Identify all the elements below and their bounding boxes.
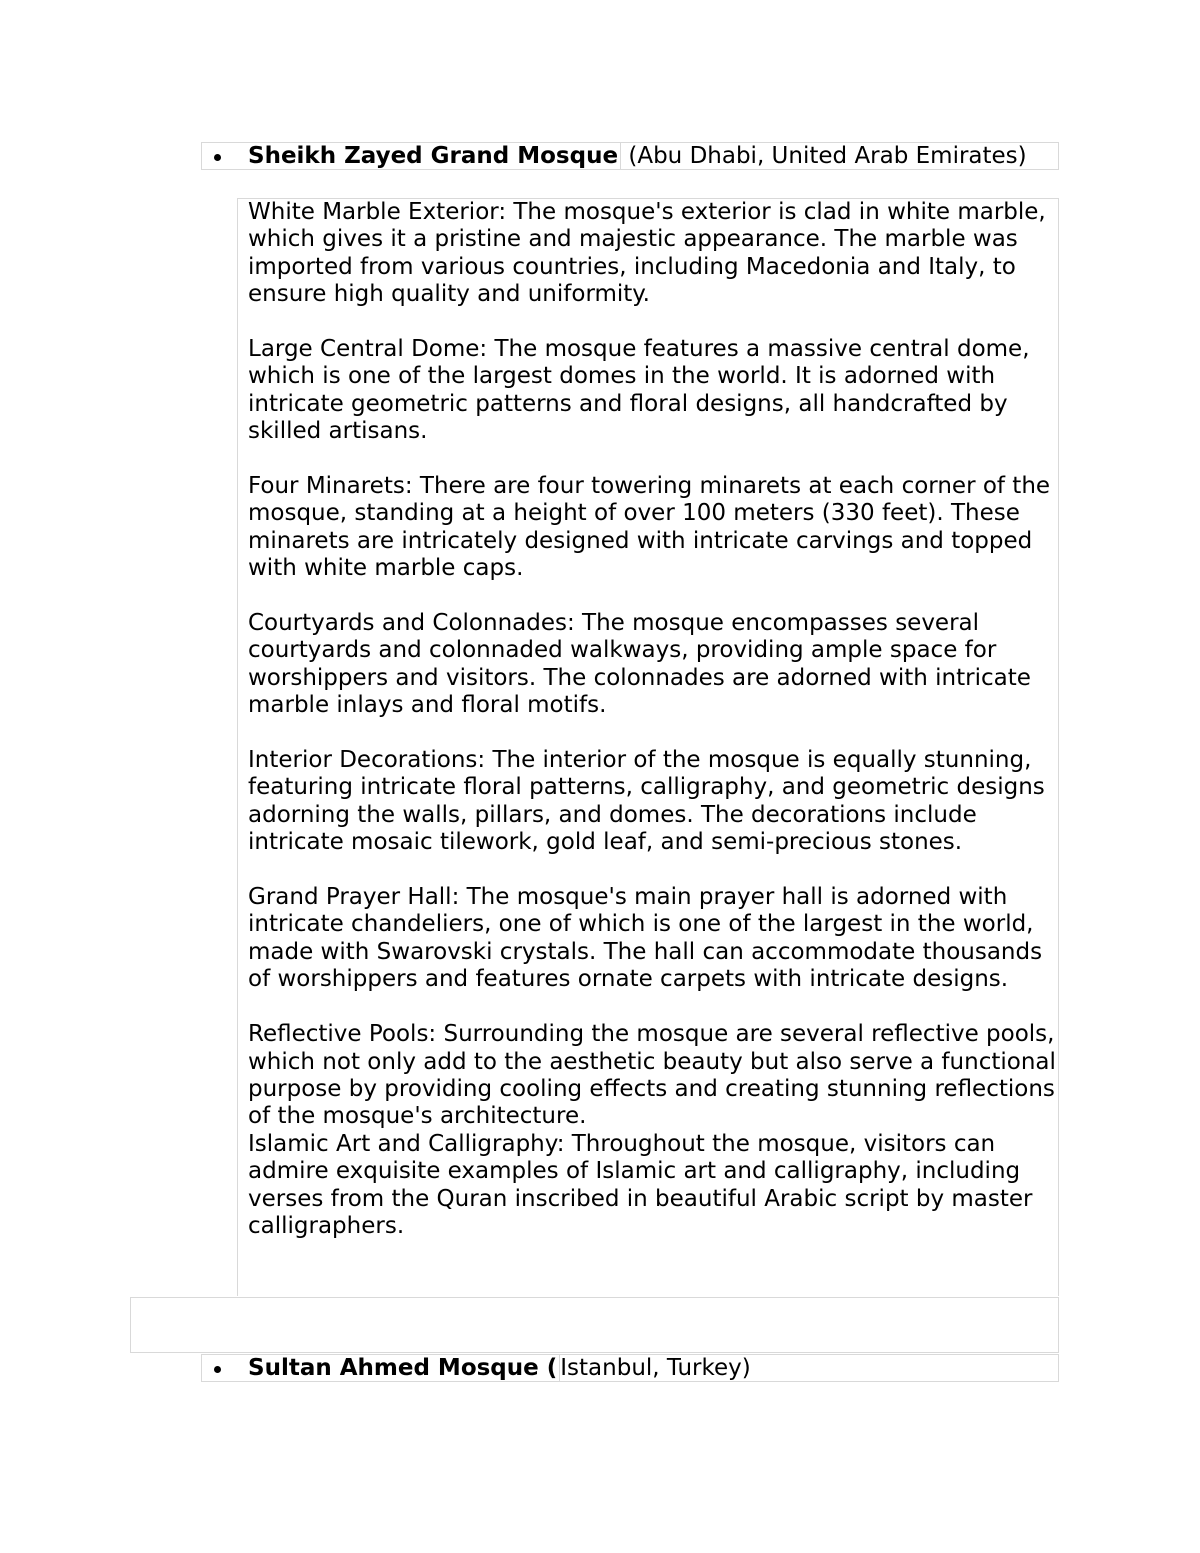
paragraph-central-dome: Large Central Dome: The mosque features a massive central dome, which is one of the largest domes in the world. It is adorned with intricate geometric patterns and floral designs, all handcrafted by skilled artisans. — [248, 336, 1030, 445]
description-text — [248, 199, 1058, 1240]
list-item-sheikh-zayed — [201, 142, 1059, 170]
bullet-icon — [214, 154, 221, 161]
list-item-title — [248, 143, 1027, 170]
bullet-icon — [214, 1366, 221, 1373]
list-item-sultan-ahmed — [201, 1354, 1059, 1382]
mosque-location: Istanbul, Turkey) — [560, 1355, 751, 1381]
mosque-location: (Abu Dhabi, United Arab Emirates) — [621, 143, 1027, 169]
mosque-name: Sheikh Zayed Grand Mosque — [248, 143, 621, 169]
paragraph-reflective-pools: Reflective Pools: Surrounding the mosque are several reflective pools, which not only add to the aesthetic beauty but also serve a functional purpose by providing cooling effects and creating stunning reflections of the mosque's architecture. — [248, 1021, 1056, 1130]
paragraph-prayer-hall: Grand Prayer Hall: The mosque's main prayer hall is adorned with intricate chandeliers, one of which is one of the largest in the world, made with Swarovski crystals. The hall can accommodate thousands of worshippers and features ornate carpets with intricate designs. — [248, 884, 1043, 993]
list-item-title — [248, 1355, 751, 1382]
paragraph-courtyards: Courtyards and Colonnades: The mosque encompasses several courtyards and colonnaded walkways, providing ample space for worshippers and visitors. The colonnades are adorned with intricate marble inlays and floral motifs. — [248, 610, 1031, 719]
mosque-name: Sultan Ahmed Mosque ( — [248, 1355, 560, 1381]
description-box — [237, 198, 1059, 1296]
paragraph-islamic-art: Islamic Art and Calligraphy: Throughout the mosque, visitors can admire exquisite examples of Islamic art and calligraphy, including verses from the Quran inscribed in beautiful Arabic script by master calligraphers. — [248, 1130, 1033, 1239]
paragraph-minarets: Four Minarets: There are four towering minarets at each corner of the mosque, standing at a height of over 100 meters (330 feet). These minarets are intricately designed with intricate carvings and topped with white marble caps. — [248, 473, 1051, 582]
paragraph-interior: Interior Decorations: The interior of the mosque is equally stunning, featuring intricate floral patterns, calligraphy, and geometric designs adorning the walls, pillars, and domes. The decorations include intricate mosaic tilework, gold leaf, and semi-precious stones. — [248, 747, 1045, 856]
empty-cell — [130, 1297, 1059, 1353]
paragraph-white-marble: White Marble Exterior: The mosque's exterior is clad in white marble, which gives it a pristine and majestic appearance. The marble was imported from various countries, including Macedonia and Italy, to ensure high quality and uniformity. — [248, 199, 1046, 308]
